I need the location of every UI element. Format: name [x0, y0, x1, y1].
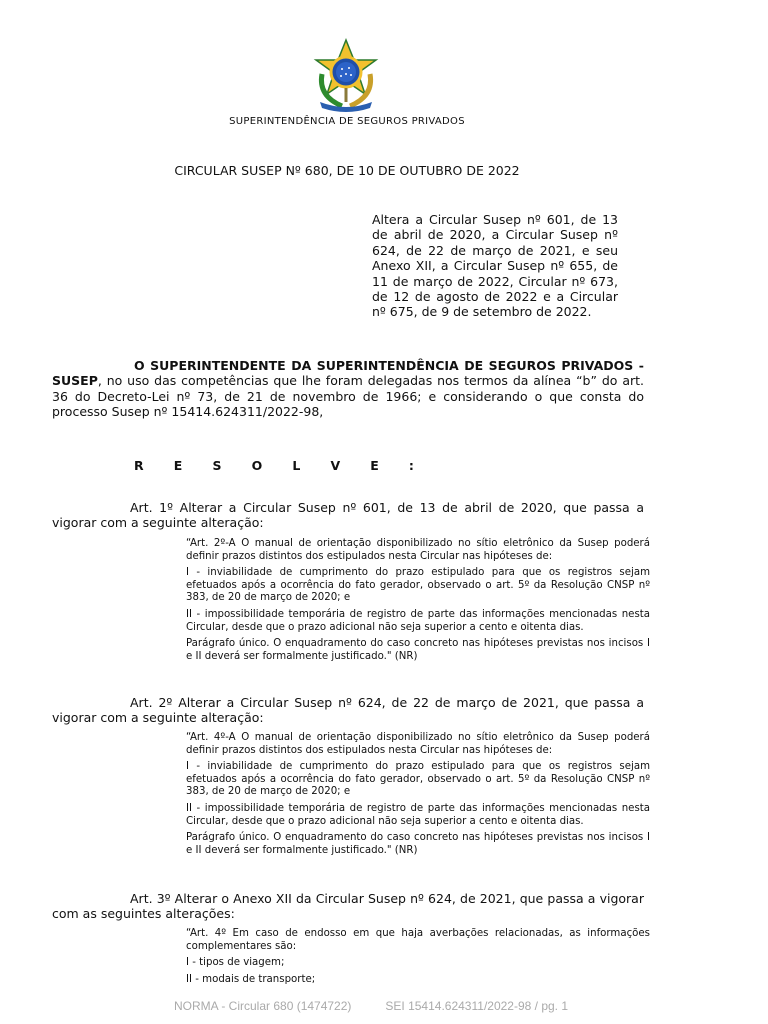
- quote-paragraph: “Art. 4º Em caso de endosso em que haja averbações relacionadas, as informações complementares são:: [186, 928, 650, 952]
- resolve-letter: E: [370, 458, 379, 473]
- article-2: [52, 695, 644, 726]
- quote-paragraph: II - modais de transporte;: [186, 973, 316, 985]
- preamble-text: , no uso das competências que lhe foram delegadas nos termos da alínea “b” do art. 36 do Decreto-Lei nº 73, de 21 de novembro de 1966; e considerando o que consta do processo Susep nº 15414.624311/2022-98,: [52, 373, 644, 420]
- quote-paragraph: II - impossibilidade temporária de registro de parte das informações mencionadas nesta Circular, desde que o prazo adicional não seja superior a cento e oitenta dias.: [186, 608, 650, 633]
- document-title: CIRCULAR SUSEP Nº 680, DE 10 DE OUTUBRO DE 2022: [174, 163, 520, 178]
- article-3-quote: [186, 928, 650, 990]
- article-3: [52, 891, 644, 922]
- preamble: [52, 358, 644, 420]
- article-2-text: Art. 2º Alterar a Circular Susep nº 624, de 22 de março de 2021, que passa a vigorar com a seguinte alteração:: [52, 695, 644, 726]
- quote-paragraph: Parágrafo único. O enquadramento do caso concreto nas hipóteses previstas nos incisos I e II deverá ser formalmente justificado." (NR): [186, 832, 650, 856]
- resolve-letter: S: [212, 458, 222, 473]
- resolve-letter: O: [251, 458, 263, 473]
- quote-paragraph: I - inviabilidade de cumprimento do prazo estipulado para que os registros sejam efetuados após a ocorrência do fato gerador, observado o art. 5º da Resolução CNSP nº 383, de 20 de março de 2020; e: [186, 567, 650, 604]
- resolve-letter: V: [330, 458, 341, 473]
- article-1-text: Art. 1º Alterar a Circular Susep nº 601, de 13 de abril de 2020, que passa a vigorar com a seguinte alteração:: [52, 500, 644, 531]
- resolve-letter: E: [173, 458, 183, 473]
- ementa: Altera a Circular Susep nº 601, de 13 de abril de 2020, a Circular Susep nº 624, de 22 de março de 2021, e seu Anexo XII, a Circular Susep nº 655, de 11 de março de 2022, Circular nº 673, de 12 de agosto de 2022 e a Circular nº 675, de 9 de setembro de 2022.: [372, 212, 618, 320]
- brazil-coat-of-arms-icon: [308, 38, 384, 114]
- article-2-quote: [186, 732, 650, 861]
- resolve-heading: [134, 458, 414, 473]
- page-footer: [174, 999, 634, 1013]
- quote-paragraph: II - impossibilidade temporária de registro de parte das informações mencionadas nesta Circular, desde que o prazo adicional não seja superior a cento e oitenta dias.: [186, 802, 650, 827]
- footer-process-page: SEI 15414.624311/2022-98 / pg. 1: [385, 999, 569, 1013]
- quote-paragraph: Parágrafo único. O enquadramento do caso concreto nas hipóteses previstas nos incisos I e II deverá ser formalmente justificado." (NR): [186, 638, 650, 662]
- quote-paragraph: “Art. 4º-A O manual de orientação disponibilizado no sítio eletrônico da Susep poderá definir prazos distintos dos estipulados nesta Circular nas hipóteses de:: [186, 732, 650, 756]
- resolve-letter: R: [134, 458, 144, 473]
- agency-name: SUPERINTENDÊNCIA DE SEGUROS PRIVADOS: [229, 116, 465, 127]
- footer-document-ref: NORMA - Circular 680 (1474722): [174, 999, 352, 1013]
- article-3-text: Art. 3º Alterar o Anexo XII da Circular Susep nº 624, de 2021, que passa a vigorar com as seguintes alterações:: [52, 891, 644, 922]
- resolve-letter: L: [292, 458, 301, 473]
- quote-paragraph: I - inviabilidade de cumprimento do prazo estipulado para que os registros sejam efetuados após a ocorrência do fato gerador, observado o art. 5º da Resolução CNSP nº 383, de 20 de março de 2020; e: [186, 761, 650, 798]
- resolve-letter: :: [408, 458, 414, 473]
- quote-paragraph: “Art. 2º-A O manual de orientação disponibilizado no sítio eletrônico da Susep poderá definir prazos distintos dos estipulados nesta Circular nas hipóteses de:: [186, 538, 650, 562]
- article-1: [52, 500, 644, 531]
- preamble-authority: O SUPERINTENDENTE DA SUPERINTENDÊNCIA DE SEGUROS PRIVADOS - SUSEP: [52, 358, 644, 389]
- quote-paragraph: I - tipos de viagem;: [186, 957, 285, 969]
- article-1-quote: [186, 538, 650, 667]
